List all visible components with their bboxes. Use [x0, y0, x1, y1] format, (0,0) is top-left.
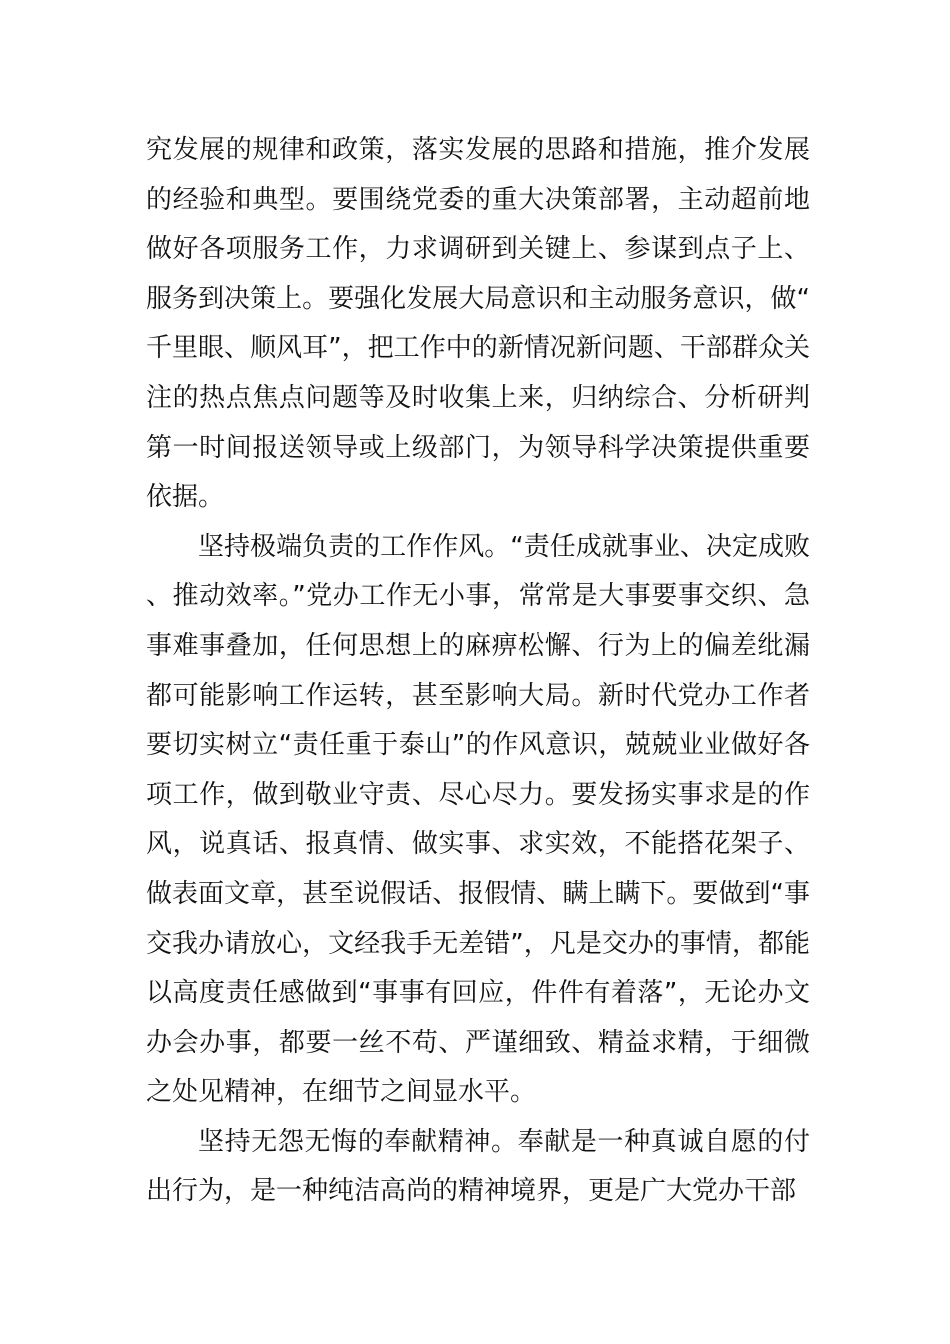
paragraph-dedication: 坚持无怨无悔的奉献精神。奉献是一种真诚自愿的付出行为，是一种纯洁高尚的精神境界，更是广大党办干部: [146, 1126, 810, 1207]
paragraph-work-style: 坚持极端负责的工作作风。“责任成就事业、决定成败、推动效率。”党办工作无小事，常常是大事要事交织、急事难事叠加，任何思想上的麻痹松懈、行为上的偏差纰漏都可能影响工作运转，甚至影响大局。新时代党办工作者要切实树立“责任重于泰山”的作风意识，兢兢业业做好各项工作，做到敬业守责、尽心尽力。要发扬实事求是的作风，说真话、报真情、做实事、求实效，不能搭花架子、做表面文章，甚至说假话、报假情、瞒上瞒下。要做到“事交我办请放心，文经我手无差错”，凡是交办的事情，都能以高度责任感做到“事事有回应，件件有着落”，无论办文办会办事，都要一丝不苟、严谨细致、精益求精，于细微之处见精神，在细节之间显水平。: [146, 531, 810, 1108]
paragraph-continuation: 究发展的规律和政策，落实发展的思路和措施，推介发展的经验和典型。要围绕党委的重大决策部署，主动超前地做好各项服务工作，力求调研到关键上、参谋到点子上、服务到决策上。要强化发展大局意识和主动服务意识，做“千里眼、顺风耳”，把工作中的新情况新问题、干部群众关注的热点焦点问题等及时收集上来，归纳综合、分析研判第一时间报送领导或上级部门，为领导科学决策提供重要依据。: [146, 135, 810, 513]
document-body: [146, 126, 810, 1217]
